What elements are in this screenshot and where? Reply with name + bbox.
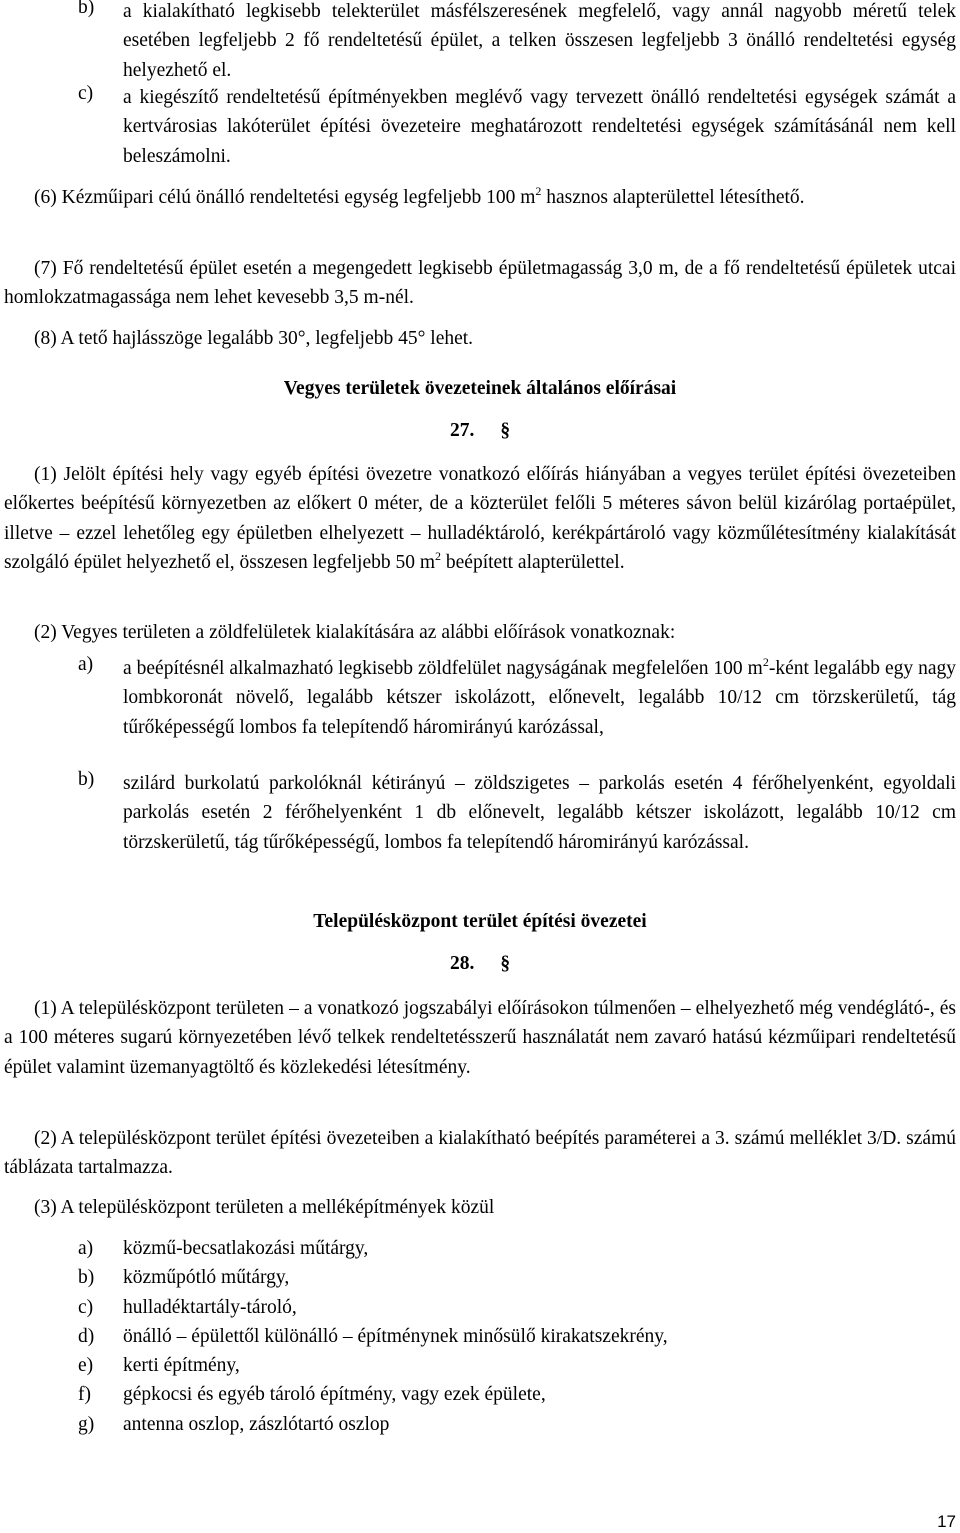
paragraph-28-1: (1) A településközpont területen – a vonatkozó jogszabályi előírásokon túlmenően – elhelyezhető még vendéglátó-, és a 100 méteres sugarú környezetében lévő telkek rendeltetésszerű használatát nem zavaró hatású kézműipari rendeltetésű épület valamint üzemanyagtöltő és közlekedési létesítmény. (4, 998, 956, 1078)
paragraph-27-1: (1) Jelölt építési hely vagy egyéb építési övezetre vonatkozó előírás hiányában a vegyes terület építési övezeteiben előkertes beépítésű környezetben az előkert 0 méter, de a közterület felőli 5 méteres sávon belül kizárólag portaépület, illetve – ezzel lehetőleg egy épületben elhelyezett – hulladéktároló, kerékpártároló vagy közműlétesítmény kialakítását szolgáló épület helyezhető el, összesen legfeljebb 50 $m^2$ beépített alapterülettel. (4, 464, 956, 573)
paragraph-6: (6) Kézműipari célú önálló rendeltetési egység legfeljebb 100 $m^2$ hasznos alapterülettel létesíthető. (34, 184, 805, 208)
list-item (78, 769, 956, 857)
item-text: szilárd burkolatú parkolóknál kétirányú – zöldszigetes – parkolás esetén 4 férőhelyenként, egyoldali parkolás esetén 2 férőhelyenként 1 db előnevelt, legalább kétszer iskolázott, legalább 10/12 cm törzskerületű, tág tűrőképességű, lombos fa telepítendő háromirányú karózással. (123, 773, 956, 853)
paragraph-8: (8) A tető hajlásszöge legalább 30°, legfeljebb 45° lehet. (34, 328, 474, 349)
item-text: a kiegészítő rendeltetésű építményekben meglévő vagy tervezett önálló rendeltetési egységek számát a kertvárosias lakóterület építési övezeteire meghatározott rendeltetési egységek számításánál nem kell beleszámolni. (123, 87, 956, 167)
section-heading: Településközpont terület építési övezetei (313, 911, 647, 932)
melleképítmények-list (78, 1234, 956, 1439)
paragraph-sign: § (500, 953, 511, 974)
paragraph-7: (7) Fő rendeltetésű épület esetén a megengedett legkisebb épületmagasság 3,0 m, de a fő rendeltetésű épületek utcai homlokzatmagassága nem lehet kevesebb 3,5 m-nél. (4, 258, 956, 309)
page-number: 17 (937, 1512, 956, 1531)
item-text: a kialakítható legkisebb telekterület másfélszeresének megfelelő, vagy annál nagyobb méretű telek esetében legfeljebb 2 fő rendeltetésű épület, a telken összesen legfeljebb 3 önálló rendeltetési egység helyezhető el. (123, 1, 956, 81)
paragraph-27-2: (2) Vegyes területen a zöldfelületek kialakítására az alábbi előírások vonatkoznak: (34, 622, 676, 643)
list-item: g) antenna oszlop, zászlótartó oszlop (78, 1413, 390, 1435)
paragraph-sign: § (500, 420, 511, 441)
section-heading: Vegyes területek övezeteinek általános előírásai (283, 378, 677, 399)
list-item: e) kerti építmény, (78, 1355, 240, 1377)
section-number: 28. § (449, 953, 511, 974)
list-item (78, 0, 956, 85)
item-label: c) (78, 83, 94, 104)
list-item: b) közműpótló műtárgy, (78, 1267, 290, 1289)
item-label: b) (78, 0, 95, 18)
item-label: b) (78, 769, 95, 790)
paragraph-28-2: (2) A településközpont terület építési övezeteiben a kialakítható beépítés paraméterei a 3. számú melléklet 3/D. számú táblázata tartalmazza. (4, 1128, 956, 1179)
list-item: a) a beépítésnél alkalmazható legkisebb zöldfelület nagyságának megfelelően 100 $m^2$-ként legalább egy nagy lombkoronát növelő, legalább kétszer iskolázott, előnevelt, legalább 10/12 cm törzskerületű, tág tűrőképességű lombos fa telepítendő háromirányú karózással, (78, 654, 956, 738)
section-number: 27. § (449, 420, 511, 441)
list-item: c) hulladéktartály-tároló, (78, 1296, 297, 1318)
item-label: a) (78, 654, 94, 675)
paragraph-28-3: (3) A településközpont területen a melléképítmények közül (34, 1197, 495, 1218)
list-item: a) közmű-becsatlakozási műtárgy, (78, 1238, 369, 1259)
list-item: d) önálló – épülettől különálló – építménynek minősülő kirakatszekrény, (78, 1325, 668, 1347)
list-item: f) gépkocsi és egyéb tároló építmény, vagy ezek épülete, (78, 1384, 546, 1406)
list-item (78, 83, 956, 171)
